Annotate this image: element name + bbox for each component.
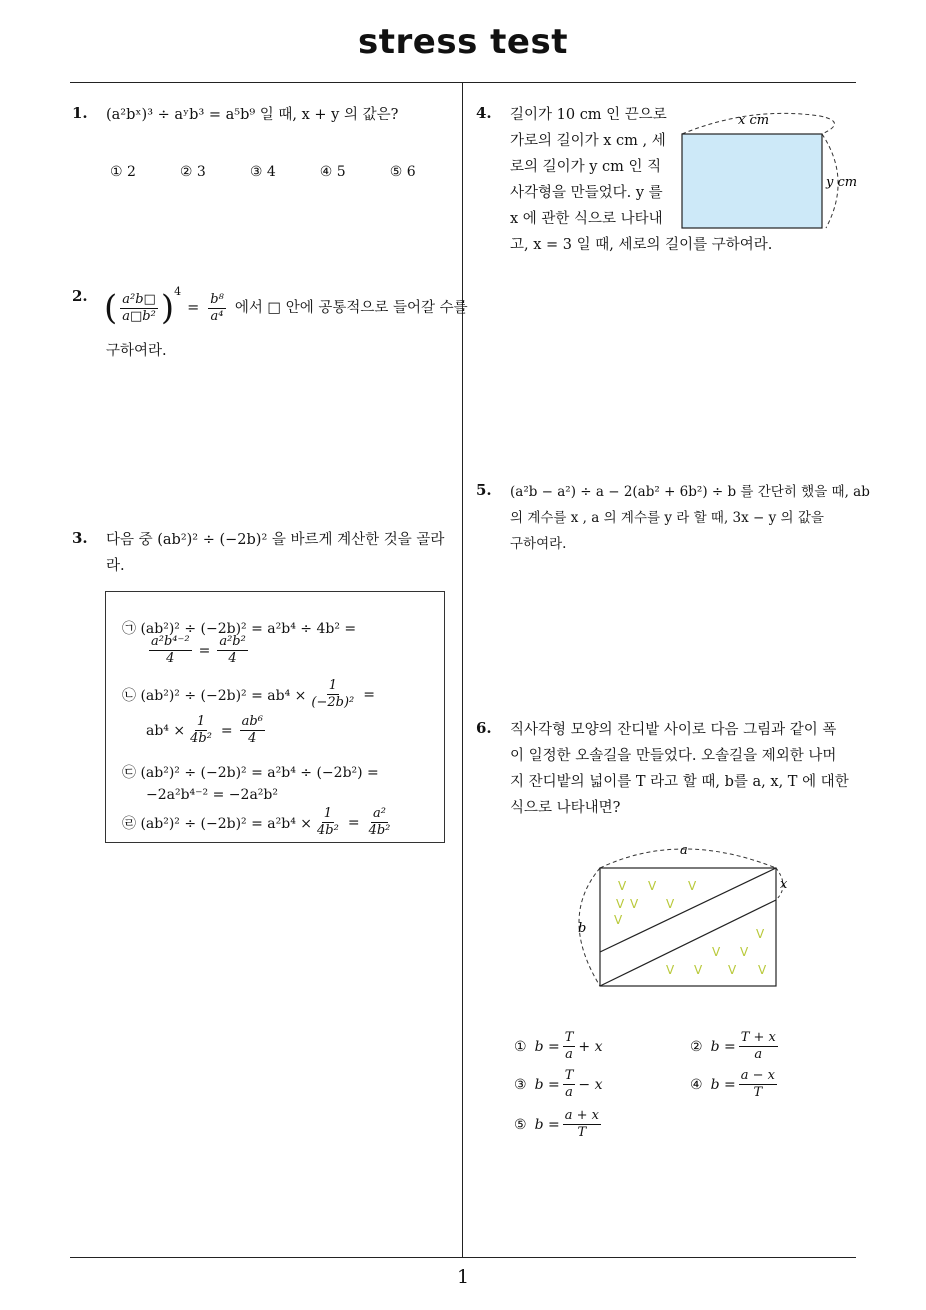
options-box [105,591,445,843]
option-5[interactable]: ⑤ b = $\frac{a + x}{T}$ [514,1108,599,1140]
lawn-figure [570,838,800,998]
question-number: 4. [476,104,492,122]
choice-2[interactable]: ② 3 [179,164,206,180]
question-number: 5. [476,481,492,499]
question-line: 로의 길이가 y cm 인 직 [510,159,662,175]
option-b-line1: ㉡ (ab²)² ÷ (−2b)² = ab⁴ × $\frac{1}{\text{(−2b)²}}$ = [122,678,375,710]
question-number: 2. [72,287,88,305]
question-line: 사각형을 만들었다. y 를 [510,185,663,201]
option-c-line2: −2a²b⁴⁻² = −2a²b² [146,787,278,803]
grass-mark: V [694,963,703,977]
option-a-line1: ㉠ (ab²)² ÷ (−2b)² = a²b⁴ ÷ 4b² = [122,621,357,637]
question-text-cont: 구하여라. [106,343,167,359]
question-line: x 에 관한 식으로 나타내 [510,211,663,227]
grass-mark: V [666,897,675,911]
question-number: 3. [72,529,88,547]
question-line: 지 잔디밭의 넓이를 T 라고 할 때, b를 a, x, T 에 대한 [510,774,849,790]
option-4[interactable]: ④ b = $\frac{a - x}{T}$ [690,1068,775,1100]
question-line: 고, x = 3 일 때, 세로의 길이를 구하여라. [510,237,773,253]
option-d-line1: ㉣ (ab²)² ÷ (−2b)² = a²b⁴ × $\frac{1}{\text{4b²}}$ = $\frac{\text{a²}}{\text{4b²}}$ [122,806,391,838]
grass-mark: V [756,927,765,941]
question-line: 이 일정한 오솔길을 만들었다. 오솔길을 제외한 나머 [510,748,837,764]
a-label: a [680,843,688,858]
b-label: b [578,921,587,936]
grass-mark: V [688,879,697,893]
question-line: 식으로 나타내면? [510,800,621,816]
rectangle-figure [670,104,870,240]
left-paren: ( [104,288,118,328]
question-line: (a²b − a²) ÷ a − 2(ab² + 6b²) ÷ b 를 간단히 했을 때, ab [510,484,870,500]
question-expression: ( $\frac{\text{a²b□}}{\text{a□b²}}$ ) $^4$ = $\frac{\text{b⁸}}{\text{a⁴}}$ 에서 □ 안에 공통적으로 들어갈 수를 [104,288,468,328]
question-line: 의 계수를 x , a 의 계수를 y 라 할 때, 3x − y 의 값을 [510,510,824,526]
choice-1[interactable]: ① 2 [110,164,136,180]
option-b-line2: ab⁴ × $\frac{1}{\text{4b²}}$ = $\frac{\text{ab⁶}}{4}$ [146,714,263,746]
question-line: 길이가 10 cm 인 끈으로 [510,107,667,123]
option-3[interactable]: ③ b = $\frac{T}{a}$ − x [514,1068,603,1100]
option-1[interactable]: ① b = $\frac{T}{a}$ + x [514,1030,603,1062]
question-text: 에서 □ 안에 공통적으로 들어갈 수를 [234,300,468,316]
bottom-rule [70,1257,856,1258]
question-text: (a²bˣ)³ ÷ aʸb³ = a⁵b⁹ 일 때, x + y 의 값은? [106,107,399,123]
answer-choices [110,164,460,180]
width-label: x cm [738,113,770,128]
x-label: x [780,877,788,892]
column-divider [462,83,463,1258]
option-2[interactable]: ② b = $\frac{T + x}{a}$ [690,1030,776,1062]
question-number: 1. [72,104,88,122]
question-line: 직사각형 모양의 잔디밭 사이로 다음 그림과 같이 폭 [510,722,837,738]
fraction: $\frac{\text{a²b□}}{\text{a□b²}}$ [122,291,156,324]
option-c-line1: ㉢ (ab²)² ÷ (−2b)² = a²b⁴ ÷ (−2b²) = [122,765,379,781]
question-line: 가로의 길이가 x cm , 세 [510,133,666,149]
choice-3[interactable]: ③ 4 [249,164,276,180]
page-title: stress test [358,22,568,62]
a-dashed-arc [600,849,776,868]
right-paren: ) [160,288,175,328]
grass-mark: V [618,879,627,893]
grass-mark: V [666,963,675,977]
height-label: y cm [826,175,858,190]
top-rule [70,82,856,83]
grass-mark: V [758,963,767,977]
question-line: 구하여라. [510,536,567,552]
page-number: 1 [456,1266,470,1288]
grass-mark: V [728,963,737,977]
grass-mark: V [712,945,721,959]
grass-mark: V [616,897,625,911]
question-text-cont: 라. [106,558,125,574]
choice-5[interactable]: ⑤ 6 [389,164,416,180]
choice-4[interactable]: ④ 5 [319,164,346,180]
question-text: 다음 중 (ab²)² ÷ (−2b)² 을 바르게 계산한 것을 골라 [106,532,445,548]
grass-mark: V [614,913,623,927]
grass-mark: V [648,879,657,893]
option-a-line2: $\frac{\text{a²b⁴⁻²}}{4}$ = $\frac{\text{a²b²}}{4}$ [151,634,246,666]
rhs-fraction: $\frac{\text{b⁸}}{\text{a⁴}}$ [210,291,224,324]
grass-mark: V [740,945,749,959]
exponent: 4 [174,285,182,298]
rectangle [682,134,822,228]
grass-mark: V [630,897,639,911]
question-number: 6. [476,719,492,737]
